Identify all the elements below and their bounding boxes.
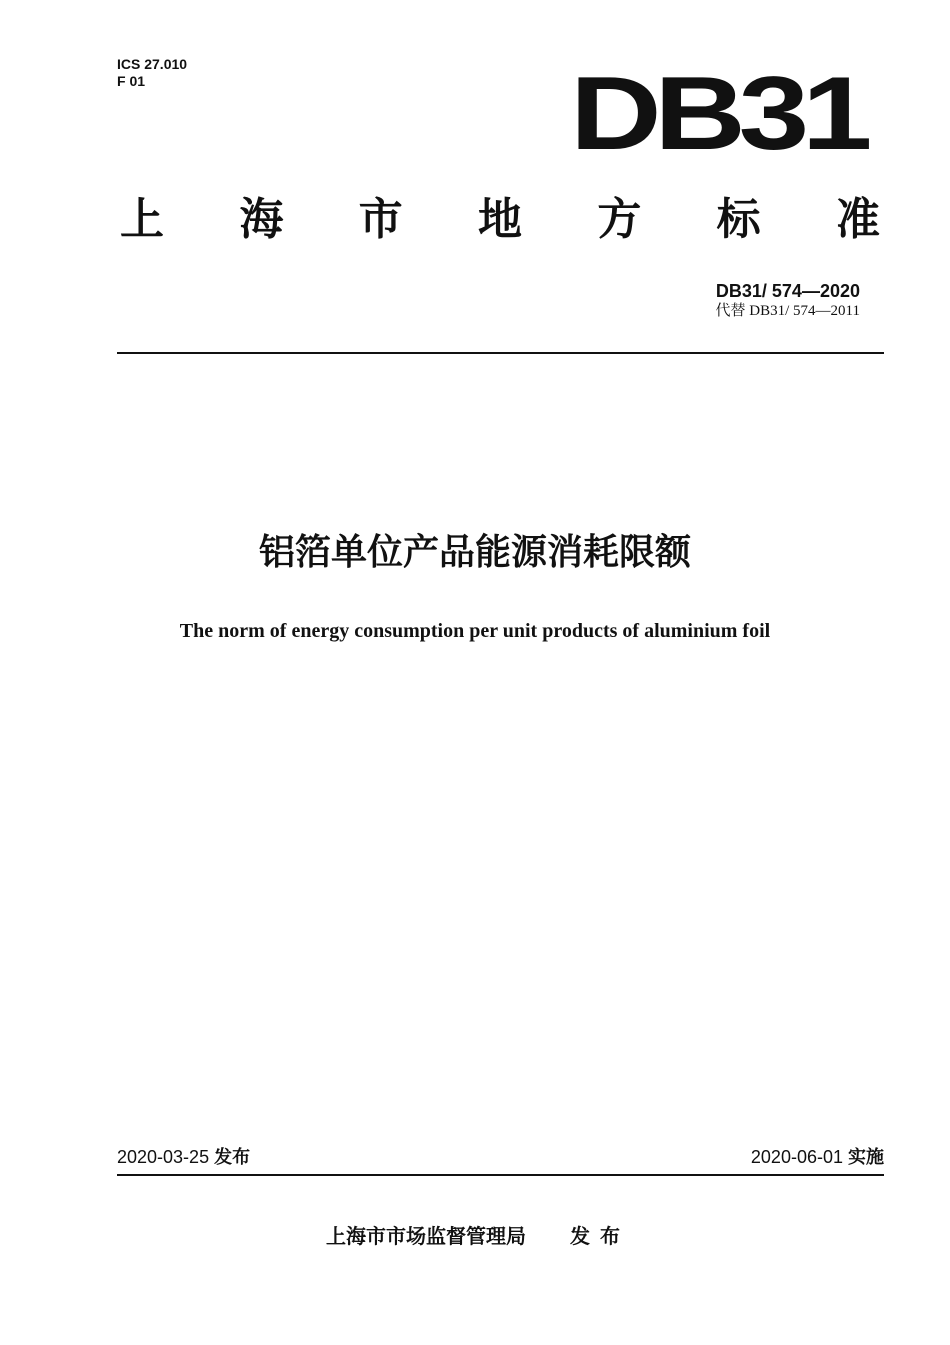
standard-number: DB31/ 574—2020	[715, 281, 860, 301]
standard-type-char: 上	[120, 194, 164, 245]
standard-type-char: 海	[239, 194, 284, 245]
top-divider	[117, 352, 884, 354]
document-title-english: The norm of energy consumption per unit products of aluminium foil	[179, 620, 771, 642]
classification-codes	[117, 56, 187, 90]
db31-logo: DB31	[570, 56, 866, 172]
implementation-date-line	[751, 1145, 884, 1170]
standard-type-heading	[120, 192, 880, 248]
issue-label: 发布	[214, 1147, 251, 1168]
implementation-date: 2020-06-01	[750, 1147, 843, 1167]
publisher-action: 发布	[570, 1224, 630, 1248]
standard-type-char: 准	[835, 194, 880, 245]
standard-code-block	[716, 280, 860, 321]
replaces-note: 代替 DB31/ 574—2011	[715, 303, 860, 319]
bottom-divider	[117, 1174, 884, 1176]
document-title-chinese: 铝箔单位产品能源消耗限额	[258, 532, 691, 573]
ccs-code: F 01	[117, 73, 146, 89]
publisher-line	[326, 1222, 630, 1250]
issue-date: 2020-03-25	[117, 1147, 210, 1167]
publisher-name: 上海市市场监督管理局	[326, 1224, 526, 1248]
standard-type-char: 标	[716, 194, 761, 245]
standard-type-char: 地	[477, 194, 522, 245]
issue-date-line	[117, 1145, 250, 1170]
standard-type-char: 市	[358, 194, 403, 245]
standard-type-char: 方	[597, 194, 642, 245]
implementation-label: 实施	[848, 1147, 884, 1168]
ics-code: ICS 27.010	[117, 56, 188, 72]
